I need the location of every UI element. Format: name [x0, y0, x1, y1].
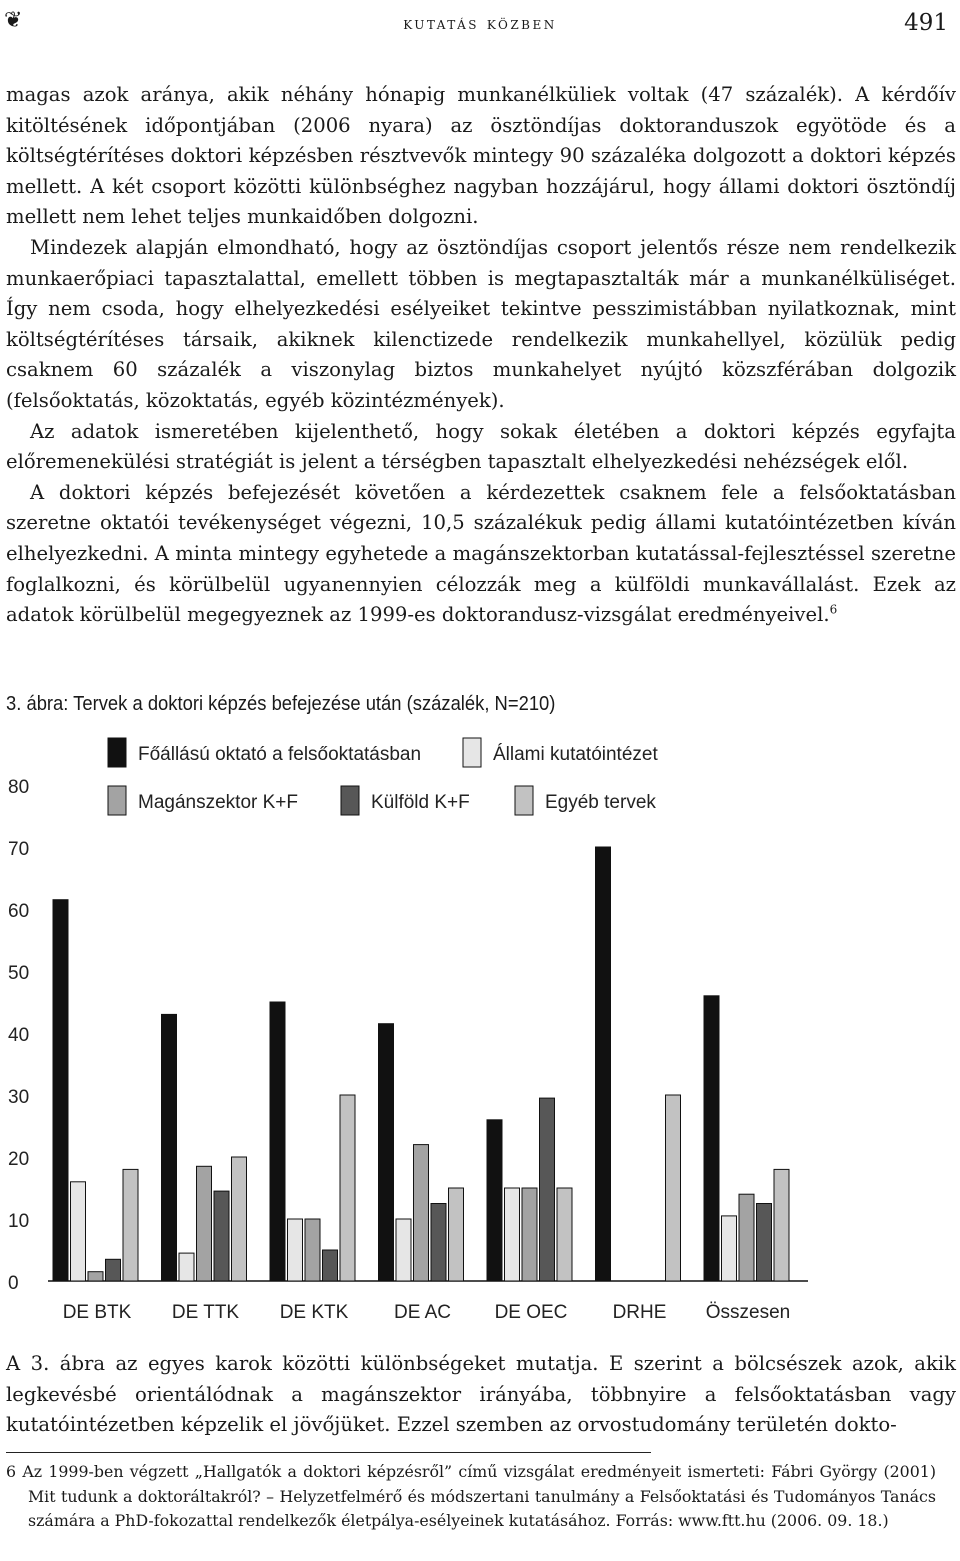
bar [214, 1191, 229, 1281]
bar [505, 1188, 520, 1281]
legend-swatch [341, 786, 359, 815]
bar [396, 1219, 411, 1281]
paragraph: magas azok aránya, akik néhány hónapig munkanélküliek voltak (47 százalék). A kérdőív kitöltésének időpontjában (2006 nyara) az ösztöndíjas doktoranduszok egyötöde és a költségtérítéses doktori képzésben résztvevők mintegy 90 százaléka dolgozott a doktori képzés mellett. A két csoport közötti különbséghez nagyban hozzájárul, hogy állami doktori ösztöndíj mellett nem lehet teljes munkaidőben dolgozni. [6, 83, 956, 229]
legend-label: Egyéb tervek [545, 792, 656, 813]
paragraph-text: A doktori képzés befejezését követően a kérdezettek csaknem fele a felsőoktatásban szeretne oktatói tevékenységet végezni, 10,5 százalékuk pedig állami kutatóintézetben kíván elhelyezkedni. A minta mintegy egyhetede a magánszektorban kutatással-fejlesztéssel szeretne foglalkozni, és körülbelül ugyanennyien célozzák meg a külföldi munkavállalást. Ezek az adatok körülbelül megegyeznek az 1999-es doktorandusz-vizsgálat eredményeivel. [6, 480, 956, 627]
bar [431, 1204, 446, 1282]
bar-chart [0, 728, 960, 1340]
y-tick-label: 30 [8, 1087, 30, 1108]
bar [179, 1253, 194, 1281]
x-tick-label: DE KTK [279, 1302, 349, 1323]
footnote-divider [6, 1452, 651, 1453]
body-text-continued [6, 1349, 956, 1441]
body-text [6, 80, 956, 631]
fleuron-icon: ❦ [4, 8, 23, 33]
legend-label: Állami kutatóintézet [493, 744, 658, 765]
y-tick-label: 40 [8, 1025, 30, 1046]
bar [340, 1095, 355, 1281]
bar [88, 1272, 103, 1281]
y-tick-label: 80 [8, 777, 30, 798]
bar [379, 1024, 394, 1281]
x-tick-label: DE AC [393, 1302, 452, 1323]
legend-swatch [108, 786, 126, 815]
bar [757, 1204, 772, 1282]
x-tick-label: DE BTK [62, 1302, 132, 1323]
y-tick-label: 60 [8, 901, 30, 922]
bar [704, 996, 719, 1281]
bar [162, 1014, 177, 1281]
paragraph: A 3. ábra az egyes karok közötti különbségeket mutatja. E szerint a bölcsészek azok, akik legkevésbé orientálódnak a magánszektor irányába, többnyire a felsőoktatásban vagy kutatóintézetben képzelik el jövőjüket. Ezzel szemben az orvostudomány területén dokto- [6, 1352, 956, 1437]
footnote-text: 6 Az 1999-ben végzett „Hallgatók a doktori képzésről” című vizsgálat eredményeit ismerteti: Fábri György (2001) Mit tudunk a doktoráltakról? – Helyzetfelmérő és módszertani tanulmány a Felsőoktatási és Tudományos Tanács számára a PhD-fokozattal rendelkezők életpálya-esélyeinek kutatásához. Forrás: www.ftt.hu (2006. 09. 18.) [6, 1462, 936, 1530]
footnote [6, 1460, 936, 1534]
bar [232, 1157, 247, 1281]
page-header [0, 6, 960, 46]
y-tick-label: 70 [8, 839, 30, 860]
running-title: kutatás közben [403, 14, 557, 34]
page-number: 491 [904, 10, 948, 36]
y-tick-label: 10 [8, 1211, 30, 1232]
bar [487, 1120, 502, 1281]
paragraph: Az adatok ismeretében kijelenthető, hogy sokak életében a doktori képzés egyfajta előremenekülési stratégiát is jelent a térségben tapasztalt elhelyezkedési nehézségek elől. [6, 419, 956, 474]
bar [106, 1259, 121, 1281]
bar [774, 1169, 789, 1281]
bar [414, 1145, 429, 1281]
y-tick-label: 20 [8, 1149, 30, 1170]
bar [323, 1250, 338, 1281]
bar [288, 1219, 303, 1281]
footnote-reference: 6 [829, 602, 838, 617]
legend-swatch [515, 786, 533, 815]
chart-bars [53, 847, 789, 1281]
y-tick-label: 50 [8, 963, 30, 984]
figure-title: 3. ábra: Tervek a doktori képzés befejezése után (százalék, N=210) [6, 693, 556, 715]
legend-label: Főállású oktató a felsőoktatásban [138, 744, 422, 765]
x-tick-label: DE TTK [171, 1302, 240, 1323]
bar [522, 1188, 537, 1281]
x-tick-label: Összesen [705, 1302, 791, 1323]
bar [123, 1169, 138, 1281]
legend-label: Külföld K+F [371, 792, 470, 813]
bar [540, 1098, 555, 1281]
y-tick-label: 0 [8, 1273, 19, 1294]
bar [557, 1188, 572, 1281]
x-tick-label: DE OEC [494, 1302, 568, 1323]
bar [739, 1194, 754, 1281]
paragraph: Mindezek alapján elmondható, hogy az ösztöndíjas csoport jelentős része nem rendelkezik munkaerőpiaci tapasztalattal, emellett többen is megtapasztalták már a munkanélküliséget. Így nem csoda, hogy elhelyezkedési esélyeiket tekintve pesszimistábban nyilatkoznak, mint költségtérítéses társaik, akiknek kilenctizede rendelkezik munkahellyel, közülük pedig csaknem 60 százalék a viszonylag biztos munkahelyet nyújtó közszférában dolgozik (felsőoktatás, közoktatás, egyéb közintézmények). [6, 235, 956, 412]
bar [71, 1182, 86, 1281]
legend-swatch [463, 738, 481, 767]
bar [596, 847, 611, 1281]
paragraph [6, 478, 956, 631]
x-tick-label: DRHE [612, 1302, 667, 1323]
bar [666, 1095, 681, 1281]
bar [449, 1188, 464, 1281]
bar [722, 1216, 737, 1281]
legend-swatch [108, 738, 126, 767]
bar [197, 1166, 212, 1281]
chart-legend [108, 738, 658, 815]
legend-label: Magánszektor K+F [138, 792, 298, 813]
bar [305, 1219, 320, 1281]
bar [53, 900, 68, 1281]
bar [270, 1002, 285, 1281]
